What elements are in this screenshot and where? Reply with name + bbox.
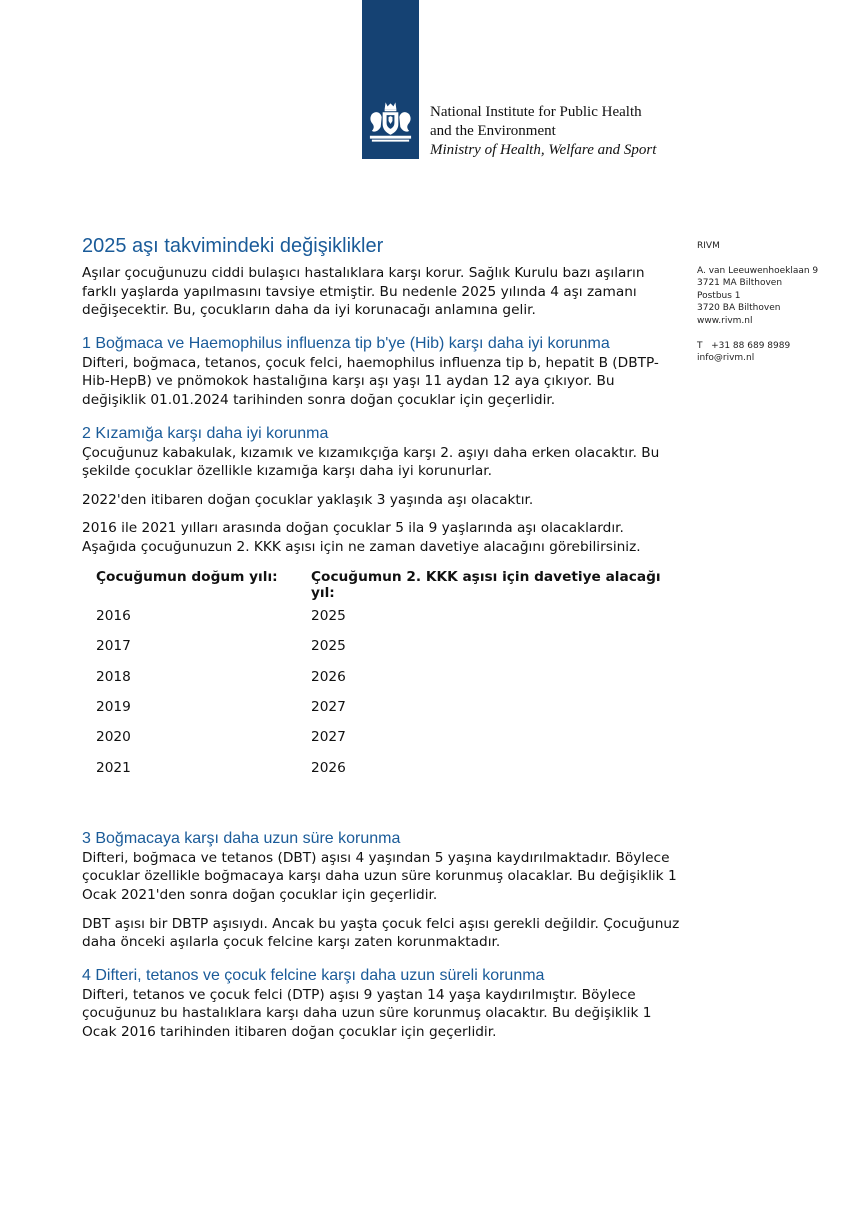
invitation-year-table: [96, 569, 682, 783]
sidebar-website-link[interactable]: www.rivm.nl: [697, 315, 753, 326]
sidebar-address-line: 3721 MA Bilthoven: [697, 278, 783, 289]
section-1-body: Difteri, boğmaca, tetanos, çocuk felci, haemophilus influenza tip b, hepatit B (DBTP-Hib-HepB) ve pnömokok hastalığına karşı aşı yaşı 11 aydan 12 aya çıkıyor. Bu değişiklik 01.01.2024 tarihinden sonra doğan çocuklar için geçerlidir.: [82, 354, 659, 408]
invitation-year-cell: 2025: [311, 607, 346, 624]
sidebar-address-line: Postbus 1: [697, 290, 741, 301]
sender-sidebar: [697, 240, 847, 365]
sidebar-email-link[interactable]: info@rivm.nl: [697, 353, 755, 364]
section-2-body-1: Çocuğunuz kabakulak, kızamık ve kızamıkçığa karşı 2. aşıyı daha erken olacaktır. Bu şekilde çocuklar özellikle kızamığa karşı daha iyi korunurlar.: [82, 444, 660, 480]
invitation-year-cell: 2026: [311, 759, 346, 776]
birth-year-cell: 2019: [96, 698, 131, 715]
column-header-birth-year: Çocuğumun doğum yılı:: [96, 568, 278, 585]
invitation-year-cell: 2026: [311, 668, 346, 685]
invitation-year-cell: 2025: [311, 638, 346, 655]
invitation-year-cell: 2027: [311, 698, 346, 715]
section-2-body-3: 2016 ile 2021 yılları arasında doğan çocuklar 5 ila 9 yaşlarında aşı olacaklardır. Aşağıda çocuğunuzun 2. KKK aşısı için ne zaman davetiye alacağını görebilirsiniz.: [82, 520, 641, 555]
page-title: 2025 aşı takvimindeki değişiklikler: [82, 235, 384, 257]
birth-year-cell: 2021: [96, 759, 131, 776]
sidebar-address-line: 3720 BA Bilthoven: [697, 303, 781, 314]
sidebar-phone: T +31 88 689 8989: [697, 340, 791, 351]
column-header-invitation-year: Çocuğumun 2. KKK aşısı için davetiye alacağı yıl:: [311, 568, 661, 601]
logo-bar: [362, 0, 419, 159]
table-row: [96, 692, 682, 722]
birth-year-cell: 2020: [96, 729, 131, 746]
section-1-heading: 1 Boğmaca ve Haemophilus influenza tip b'ye (Hib) karşı daha iyi korunma: [82, 334, 610, 352]
main-content: [82, 233, 682, 1042]
table-row: [96, 722, 682, 752]
intro-paragraph: Aşılar çocuğunuzu ciddi bulaşıcı hastalıklara karşı korur. Sağlık Kurulu bazı aşıların farklı yaşlarda yapılmasını tavsiye etmiştir. Bu nedenle 2025 yılında 4 aşı zamanı değişecektir. Bu, çocukların daha da iyi korunacağı anlamına gelir.: [82, 265, 645, 319]
section-3-body-2: DBT aşısı bir DBTP aşısıydı. Ancak bu yaşta çocuk felci aşısı gerekli değildir. Çocuğunuz daha önceki aşılarla çocuk felcine karşı zaten korunmaktadır.: [82, 915, 680, 951]
org-name-line-2: and the Environment: [430, 123, 556, 139]
birth-year-cell: 2018: [96, 668, 131, 685]
section-2-body-2: 2022'den itibaren doğan çocuklar yaklaşık 3 yaşında aşı olacaktır.: [82, 491, 534, 508]
table-row: [96, 661, 682, 691]
section-4-heading: 4 Difteri, tetanos ve çocuk felcine karşı daha uzun süreli korunma: [82, 966, 545, 984]
section-4-body: Difteri, tetanos ve çocuk felci (DTP) aşısı 9 yaştan 14 yaşa kaydırılmıştır. Böylece çocuğunuz bu hastalıklara karşı daha uzun süre korunmuş olacaktır. Bu değişiklik 1 Ocak 2016 tarihinden itibaren doğan çocuklar için geçerlidir.: [82, 986, 652, 1041]
sidebar-org: RIVM: [697, 241, 720, 251]
table-row: [96, 752, 682, 782]
section-3-body-1: Difteri, boğmaca ve tetanos (DBT) aşısı 4 yaşından 5 yaşına kaydırılmaktadır. Böylece çocuklar özellikle boğmacaya karşı daha uzun süre korunmuş olacaklar. Bu değişiklik 1 Ocak 2021'den sonra doğan çocuklar için geçerlidir.: [82, 849, 677, 904]
section-2-heading: 2 Kızamığa karşı daha iyi korunma: [82, 424, 329, 442]
birth-year-cell: 2016: [96, 607, 131, 624]
royal-crest-icon: [366, 98, 415, 146]
table-row: [96, 601, 682, 631]
sidebar-address-line: A. van Leeuwenhoeklaan 9: [697, 265, 819, 276]
section-3-heading: 3 Boğmacaya karşı daha uzun süre korunma: [82, 829, 401, 847]
birth-year-cell: 2017: [96, 638, 131, 655]
invitation-year-cell: 2027: [311, 729, 346, 746]
organization-name: [430, 103, 656, 160]
table-header-row: [96, 569, 682, 601]
ministry-name: Ministry of Health, Welfare and Sport: [430, 142, 657, 158]
org-name-line-1: National Institute for Public Health: [430, 104, 642, 120]
table-row: [96, 631, 682, 661]
